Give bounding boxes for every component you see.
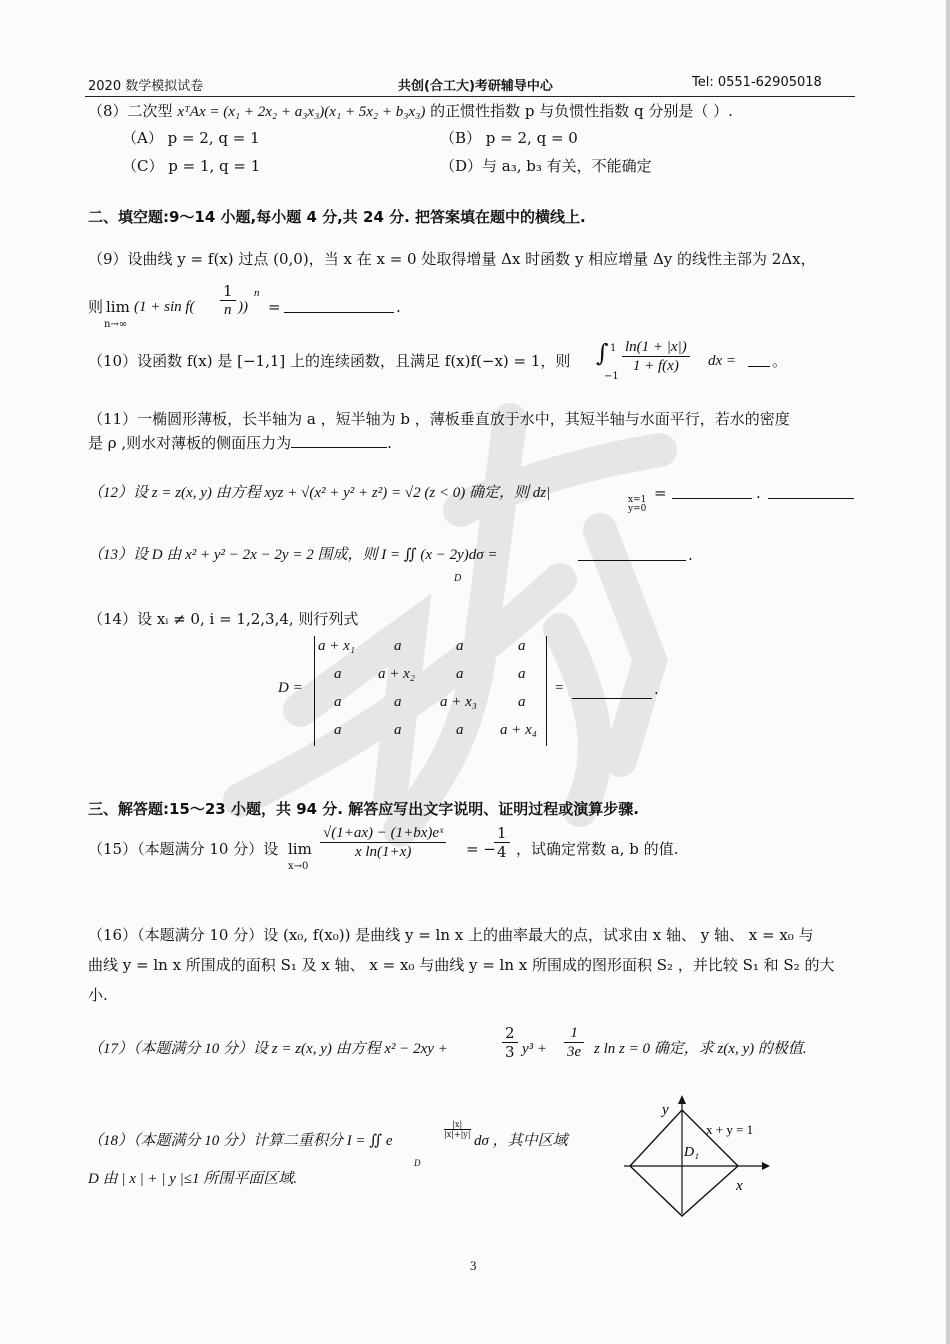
q10-answer-blank[interactable] xyxy=(748,352,770,367)
q15-frac2-num: 1 xyxy=(494,824,510,843)
q14-determinant xyxy=(270,632,670,750)
q9-expr-after: )) xyxy=(238,299,248,315)
q12-end: . xyxy=(756,484,761,502)
det-cell-2-4: a xyxy=(518,666,526,682)
q14-equals: = xyxy=(554,680,565,696)
y-axis-arrow-icon xyxy=(678,1095,686,1104)
section3-title: 三、解答题:15～23 小题，共 94 分. 解答应写出文字说明、证明过程或演算步骤. xyxy=(88,800,639,818)
q8-option-a: （A） p = 2, q = 1 xyxy=(122,129,260,147)
q9-frac-num: 1 xyxy=(220,282,236,301)
det-cell-4-1: a xyxy=(334,722,342,738)
q15-lim: lim xyxy=(288,840,312,858)
q8-form: xᵀAx = (x₁ + 2x₂ + a₃x₃)(x₁ + 5x₂ + b₃x₃) xyxy=(177,104,426,120)
det-cell-3-4: a xyxy=(518,694,526,710)
q13 xyxy=(88,544,788,584)
q17-frac1-den: 3 xyxy=(505,1043,515,1061)
q16-line1: （16）（本题满分 10 分）设 (x₀, f(x₀)) 是曲线 y = ln x 上的曲率最大的点，试求由 x 轴、 y 轴、 x = x₀ 与 xyxy=(88,926,814,944)
det-cell-4-2: a xyxy=(394,722,402,738)
q18-exponent xyxy=(444,1120,471,1139)
q15-head: （15）（本题满分 10 分）设 xyxy=(88,840,279,858)
q18-line2: D 由 | x | + | y |≤1 所围平面区域. xyxy=(88,1171,297,1187)
q15-mid: = − xyxy=(466,840,496,858)
x-label: x xyxy=(736,1178,743,1194)
det-cell-3-3: a + x₃ xyxy=(440,694,477,710)
q12-sub2: y=0 xyxy=(628,504,647,514)
q14-label: D = xyxy=(278,680,303,696)
x-axis-arrow-icon xyxy=(762,1162,770,1170)
q15-frac xyxy=(320,824,446,861)
det-cell-3-1: a xyxy=(334,694,342,710)
q9-frac xyxy=(220,282,236,319)
section2-title: 二、填空题:9～14 小题,每小题 4 分,共 24 分. 把答案填在题中的横线上. xyxy=(88,208,586,226)
q15 xyxy=(88,822,788,874)
q10-dx: dx = xyxy=(708,353,737,369)
q9-line1: （9）设曲线 y = f(x) 过点 (0,0)，当 x 在 x = 0 处取得增量 Δx 时函数 y 相应增量 Δy 的线性主部为 2Δx， xyxy=(88,250,816,268)
q9-end: . xyxy=(396,298,401,316)
q18-figure xyxy=(610,1090,790,1220)
header-center: 共创(合工大)考研辅导中心 xyxy=(398,79,553,94)
q13-sub: D xyxy=(454,573,462,584)
q9-lim: lim xyxy=(106,298,130,316)
det-cell-3-2: a xyxy=(394,694,402,710)
q12 xyxy=(88,482,858,516)
q16-line3: 小. xyxy=(88,986,108,1004)
q16-line2: 曲线 y = ln x 所围成的面积 S₁ 及 x 轴、 x = x₀ 与曲线 y = ln x 所围成的图形面积 S₂ ，并比较 S₁ 和 S₂ 的大 xyxy=(88,956,835,974)
q17-frac1-num: 2 xyxy=(502,1024,518,1043)
q9-equals: = xyxy=(268,298,281,316)
q12-answer-blank[interactable] xyxy=(672,484,752,499)
det-cell-1-3: a xyxy=(456,638,464,654)
q18-int-sub: D xyxy=(414,1158,421,1168)
det-right-bar xyxy=(546,636,547,746)
det-cell-2-2: a + x₂ xyxy=(378,666,415,682)
q8-option-b: （B） p = 2, q = 0 xyxy=(440,129,578,147)
header-left: 2020 数学模拟试卷 xyxy=(88,79,204,94)
q10-frac-den: 1 + f(x) xyxy=(632,358,679,374)
q15-tail: ，试确定常数 a, b 的值. xyxy=(516,840,679,858)
q10-end: 。 xyxy=(772,352,788,370)
q13-end: . xyxy=(688,546,693,564)
q18-exp-num: |x| xyxy=(444,1120,471,1130)
det-left-bar xyxy=(314,636,315,746)
q14-answer-blank[interactable] xyxy=(572,684,652,699)
scan-edge xyxy=(946,0,950,1344)
q17-frac2-num: 1 xyxy=(564,1024,584,1043)
q10-frac-num: ln(1 + |x|) xyxy=(622,338,690,357)
q8-stem xyxy=(88,100,733,123)
q13-answer-blank[interactable] xyxy=(578,546,686,561)
q9-frac-den: n xyxy=(224,302,232,318)
region-label: D₁ xyxy=(684,1145,699,1160)
det-cell-1-2: a xyxy=(394,638,402,654)
q14-text: （14）设 xᵢ ≠ 0, i = 1,2,3,4, 则行列式 xyxy=(88,610,359,628)
q15-frac-den: x ln(1+x) xyxy=(354,844,412,860)
q18-line1-after: dσ ，其中区域 xyxy=(474,1133,568,1149)
q14-end: . xyxy=(654,680,659,698)
q15-lim-sub: x→0 xyxy=(288,861,309,872)
q12-sub1: x=1 xyxy=(628,495,647,505)
q10 xyxy=(88,336,788,386)
q11-line1: （11）一椭圆形薄板，长半轴为 a ，短半轴为 b ，薄板垂直放于水中，其短半轴与水面平行，若水的密度 xyxy=(88,410,790,428)
header-right: Tel: 0551-62905018 xyxy=(692,75,822,90)
q9-prefix: 则 xyxy=(88,298,104,316)
q17-mid: y³ + xyxy=(522,1041,548,1057)
q17-frac2-den: 3e xyxy=(567,1044,582,1060)
q18-line1 xyxy=(88,1120,588,1166)
q9-lim-sub: n→∞ xyxy=(104,319,128,330)
q17-frac2 xyxy=(564,1024,584,1061)
q15-frac-num: √(1+ax) − (1+bx)eˣ xyxy=(320,824,446,843)
line-label: x + y = 1 xyxy=(706,1122,754,1137)
q9-power: n xyxy=(254,287,260,299)
q8-text-before: （8）二次型 xyxy=(88,102,173,120)
q13-text: （13）设 D 由 x² + y² − 2x − 2y = 2 围成，则 I = ∬ (x − 2y)dσ = xyxy=(88,547,498,563)
q10-text1: （10）设函数 f(x) 是 [−1,1] 上的连续函数，且满足 f(x)f(−x) = 1，则 xyxy=(88,352,571,370)
q10-int-lower: −1 xyxy=(604,371,619,382)
q9-answer-blank[interactable] xyxy=(284,298,394,313)
header-rule xyxy=(85,96,855,97)
q8-option-d: （D）与 a₃, b₃ 有关，不能确定 xyxy=(440,157,652,175)
q17-frac1 xyxy=(502,1024,518,1061)
q15-frac2 xyxy=(494,824,510,861)
det-cell-1-1: a + x₁ xyxy=(318,638,355,654)
q10-int-upper: 1 xyxy=(610,343,617,354)
q17 xyxy=(88,1024,848,1072)
det-cell-2-1: a xyxy=(334,666,342,682)
q17-head: （17）（本题满分 10 分）设 z = z(x, y) 由方程 x² − 2xy + xyxy=(88,1041,448,1057)
det-cell-4-4: a + x₄ xyxy=(500,722,537,738)
q12-extra-blank[interactable] xyxy=(768,484,854,499)
q10-integral-sign: ∫ xyxy=(596,339,609,367)
q18-exp-den: |x|+|y| xyxy=(444,1130,471,1139)
q12-text: （12）设 z = z(x, y) 由方程 xyz + √(x² + y² + z²) = √2 (z < 0) 确定，则 dz| xyxy=(88,485,551,501)
q18-line1-before: （18）（本题满分 10 分）计算二重积分 I = ∬ e xyxy=(88,1133,393,1149)
det-cell-1-4: a xyxy=(518,638,526,654)
q8-option-c: （C） p = 1, q = 1 xyxy=(122,157,261,175)
q11-answer-blank[interactable] xyxy=(291,433,387,448)
page-number: 3 xyxy=(470,1258,477,1273)
q11-end: . xyxy=(387,434,392,452)
q11-line2 xyxy=(88,432,392,454)
q17-tail: z ln z = 0 确定，求 z(x, y) 的极值. xyxy=(594,1041,807,1057)
q11-line2-text: 是 ρ ,则水对薄板的侧面压力为 xyxy=(88,434,292,452)
det-cell-4-3: a xyxy=(456,722,464,738)
y-label: y xyxy=(662,1102,669,1118)
q15-frac2-den: 4 xyxy=(497,843,507,861)
q10-frac xyxy=(622,338,690,375)
q9-expr-before: (1 + sin f( xyxy=(134,299,195,315)
det-cell-2-3: a xyxy=(456,666,464,682)
q8-text-after: 的正惯性指数 p 与负惯性指数 q 分别是（ ）. xyxy=(430,102,733,120)
q12-equals: = xyxy=(654,484,667,502)
